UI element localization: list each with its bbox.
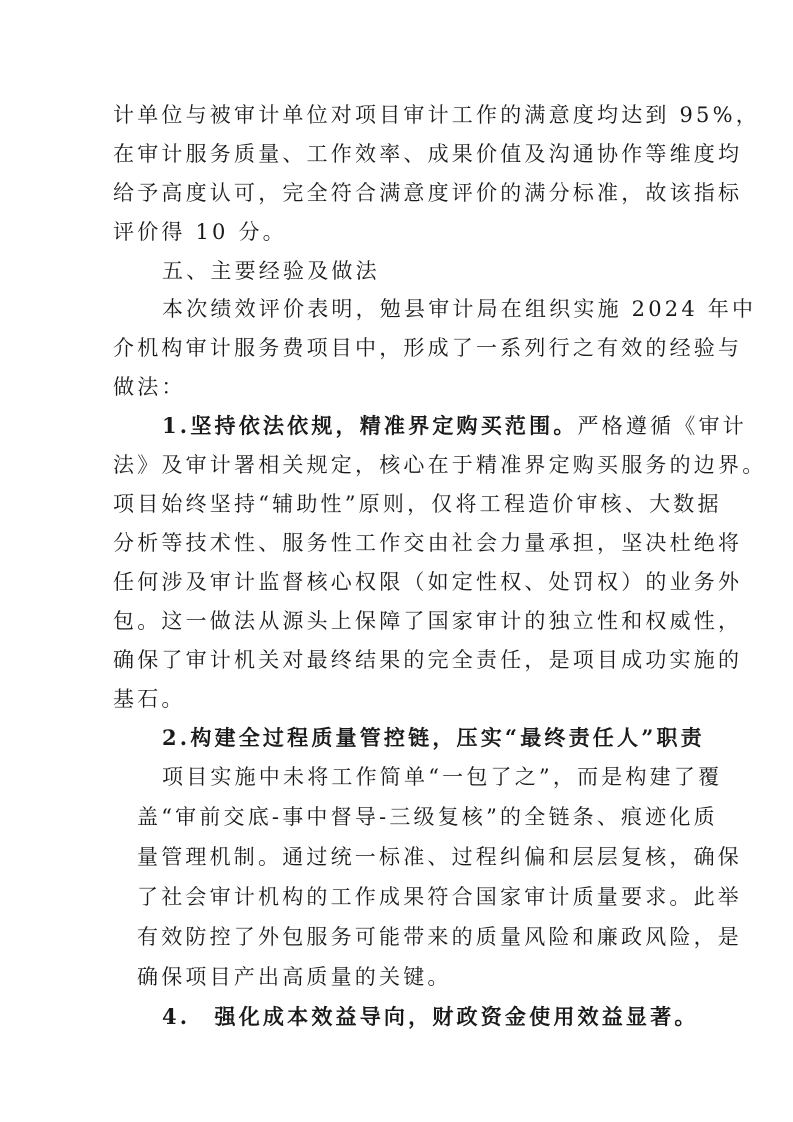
item2-line: 项目实施中未将工作简单“一包了之”，而是构建了覆 [162, 765, 723, 789]
section-heading: 五、主要经验及做法 [162, 259, 380, 283]
intro-line-4: 评价得 10 分。 [113, 220, 287, 244]
intro-line-3: 给予高度认可，完全符合满意度评价的满分标准，故该指标 [113, 181, 743, 205]
item2-line: 有效防控了外包服务可能带来的质量风险和廉政风险，是 [137, 925, 742, 949]
item2-line: 了社会审计机构的工作成果符合国家审计质量要求。此举 [137, 885, 742, 909]
summary-line-3: 做法： [113, 375, 186, 399]
intro-line-1: 计单位与被审计单位对项目审计工作的满意度均达到 95%， [113, 103, 760, 127]
item4-title: 4. 强化成本效益导向，财政资金使用效益显著。 [162, 1004, 699, 1029]
item1-line: 法》及审计署相关规定，核心在于精准界定购买服务的边界。 [113, 453, 767, 477]
item1-line: 项目始终坚持“辅助性”原则，仅将工程造价审核、大数据 [113, 492, 722, 516]
item1-line: 基石。 [113, 687, 186, 711]
item1-line: 确保了审计机关对最终结果的完全责任，是项目成功实施的 [113, 648, 743, 672]
item1-line: 任何涉及审计监督核心权限（如定性权、处罚权）的业务外 [113, 570, 743, 594]
item1-first-line [162, 413, 747, 439]
item2-line: 盖“审前交底-事中督导-三级复核”的全链条、痕迹化质 [137, 805, 718, 829]
item2-title: 2.构建全过程质量管控链，压实“最终责任人”职责 [162, 725, 705, 750]
intro-line-2: 在审计服务质量、工作效率、成果价值及沟通协作等维度均 [113, 142, 743, 166]
item2-line: 确保项目产出高质量的关键。 [137, 965, 452, 989]
item1-first-line-rest: 严格遵循《审计 [577, 414, 747, 438]
item1-title: 1.坚持依法依规，精准界定购买范围。 [162, 413, 578, 438]
summary-line-2: 介机构审计服务费项目中，形成了一系列行之有效的经验与 [113, 336, 743, 360]
item1-line: 包。这一做法从源头上保障了国家审计的独立性和权威性， [113, 609, 743, 633]
summary-line-1: 本次绩效评价表明，勉县审计局在组织实施 2024 年中 [162, 297, 757, 321]
item1-line: 分析等技术性、服务性工作交由社会力量承担，坚决杜绝将 [113, 531, 743, 555]
item2-line: 量管理机制。通过统一标准、过程纠偏和层层复核，确保 [137, 845, 742, 869]
